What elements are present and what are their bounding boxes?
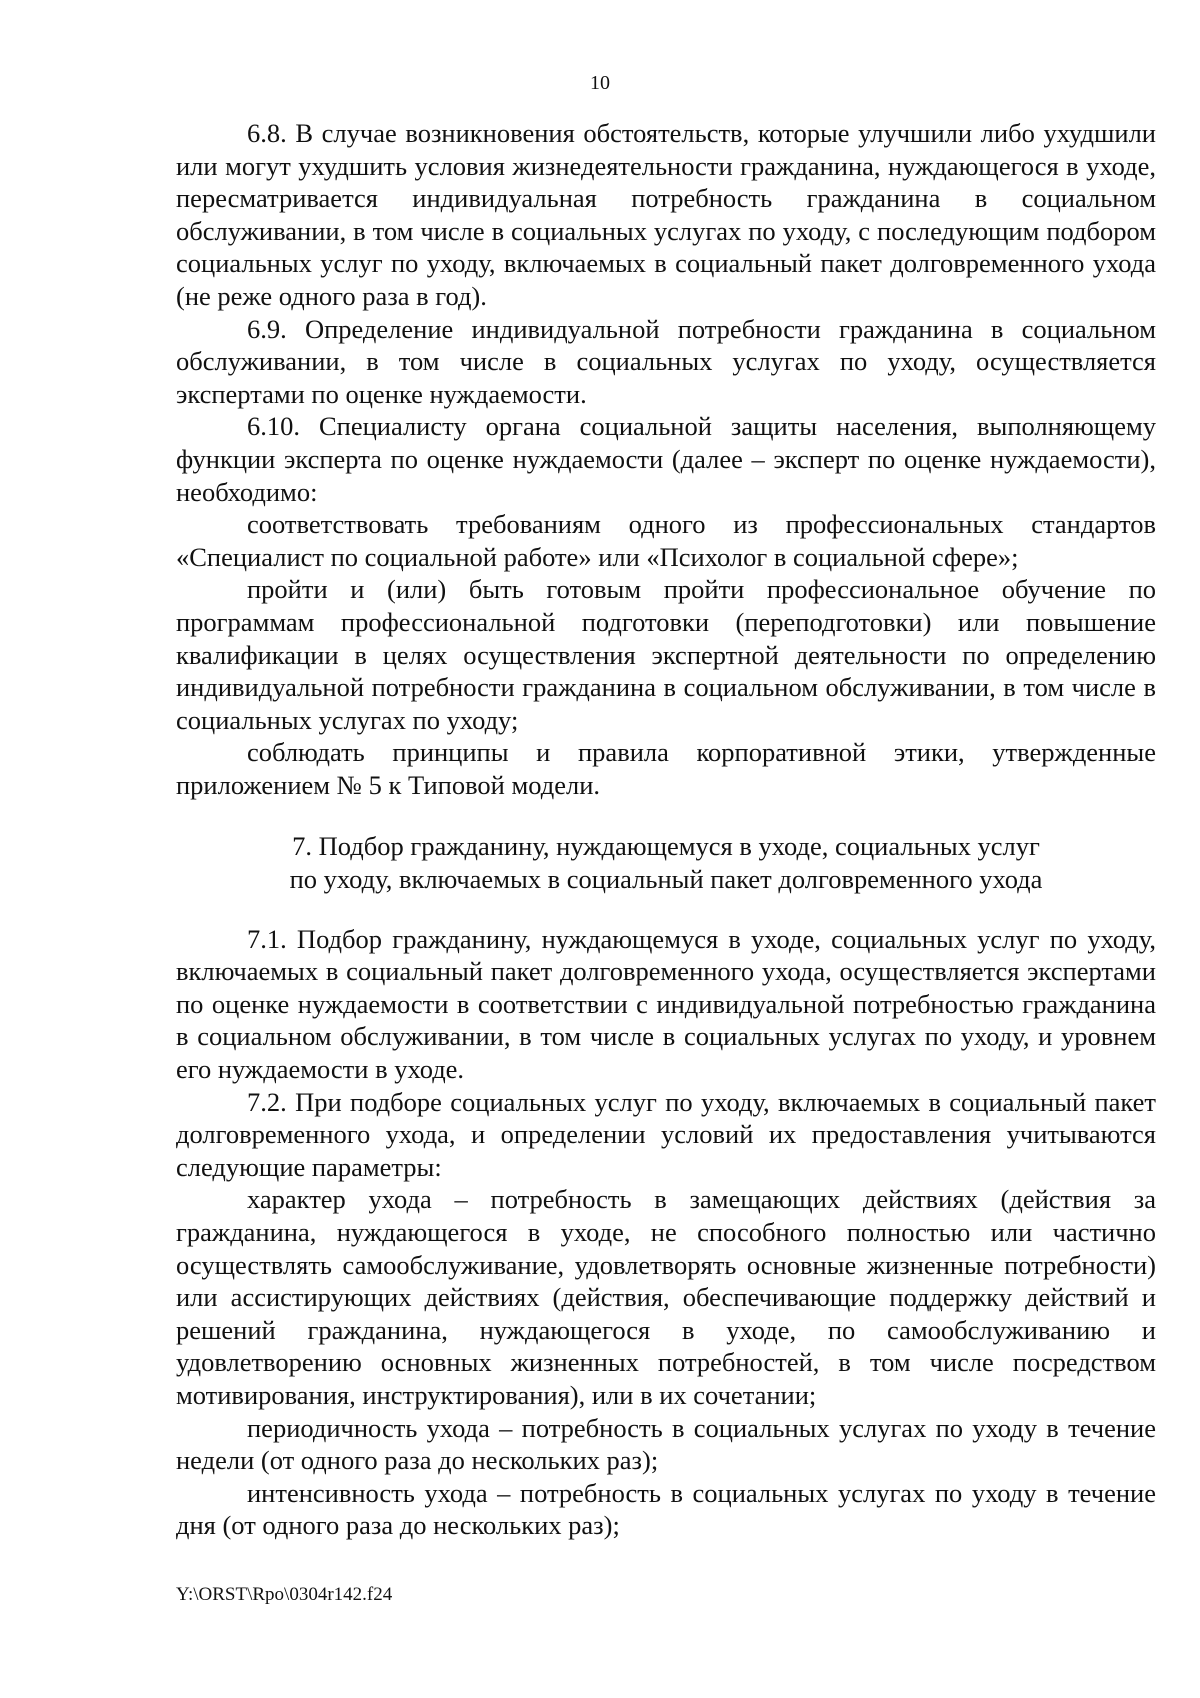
paragraph-7-1: 7.1. Подбор гражданину, нуждающемуся в уходе, социальных услуг по уходу, включаемых в социальный пакет долговременного ухода, осуществляется экспертами по оценке нуждаемости в соответствии с индивидуальной потребностью гражданина в социальном обслуживании, в том числе в социальных услугах по уходу, и уровнем его нуждаемости в уходе. — [176, 923, 1156, 1085]
paragraph-care-intensity: интенсивность ухода – потребность в социальных услугах по уходу в течение дня (от одного раза до нескольких раз); — [176, 1477, 1156, 1541]
paragraph-6-8: 6.8. В случае возникновения обстоятельств, которые улучшили либо ухудшили или могут ухудшить условия жизнедеятельности гражданина, нуждающегося в уходе, пересматривается индивидуальная потребность гражданина в социальном обслуживании, в том числе в социальных услугах по уходу, с последующим подбором социальных услуг по уходу, включаемых в социальный пакет долговременного ухода (не реже одного раза в год). — [176, 118, 1156, 311]
paragraph-6-10: 6.10. Специалисту органа социальной защиты населения, выполняющему функции эксперта по оценке нуждаемости (далее – эксперт по оценке нуждаемости), необходимо: — [176, 411, 1156, 507]
paragraph-care-periodicity: периодичность ухода – потребность в социальных услугах по уходу в течение недели (от одного раза до нескольких раз); — [176, 1412, 1156, 1476]
paragraph-requirement-training: пройти и (или) быть готовым пройти профессиональное обучение по программам профессиональной подготовки (переподготовки) или повышение квалификации в целях осуществления экспертной деятельности по определению индивидуальной потребности гражданина в социальном обслуживании, в том числе в социальных услугах по уходу; — [176, 574, 1156, 735]
section-heading-line-1: 7. Подбор гражданину, нуждающемуся в уходе, социальных услуг — [292, 831, 1040, 862]
paragraph-7-2: 7.2. При подборе социальных услуг по уходу, включаемых в социальный пакет долговременного ухода, и определении условий их предоставления учитываются следующие параметры: — [176, 1086, 1156, 1182]
document-body — [176, 117, 1156, 1542]
paragraph-requirement-ethics: соблюдать принципы и правила корпоративной этики, утвержденные приложением № 5 к Типовой модели. — [176, 737, 1156, 800]
paragraph-care-character: характер ухода – потребность в замещающих действиях (действия за гражданина, нуждающегося в уходе, не способного полностью или частично осуществлять самообслуживание, удовлетворять основные жизненные потребности) или ассистирующих действиях (действия, обеспечивающие поддержку действий и решений гражданина, нуждающегося в уходе, по самообслуживанию и удовлетворению основных жизненных потребностей, в том числе посредством мотивирования, инструктирования), или в их сочетании; — [176, 1184, 1156, 1410]
section-heading-line-2: по уходу, включаемых в социальный пакет долговременного ухода — [289, 864, 1043, 895]
paragraph-requirement-standards: соответствовать требованиям одного из профессиональных стандартов «Специалист по социальной работе» или «Психолог в социальной сфере»; — [176, 509, 1156, 572]
page-number: 10 — [590, 72, 610, 94]
paragraph-6-9: 6.9. Определение индивидуальной потребности гражданина в социальном обслуживании, в том числе в социальных услугах по уходу, осуществляется экспертами по оценке нуждаемости. — [176, 313, 1156, 409]
section-heading — [176, 830, 1156, 895]
file-path-footer: Y:\ORST\Rpo\0304r142.f24 — [176, 1584, 393, 1605]
